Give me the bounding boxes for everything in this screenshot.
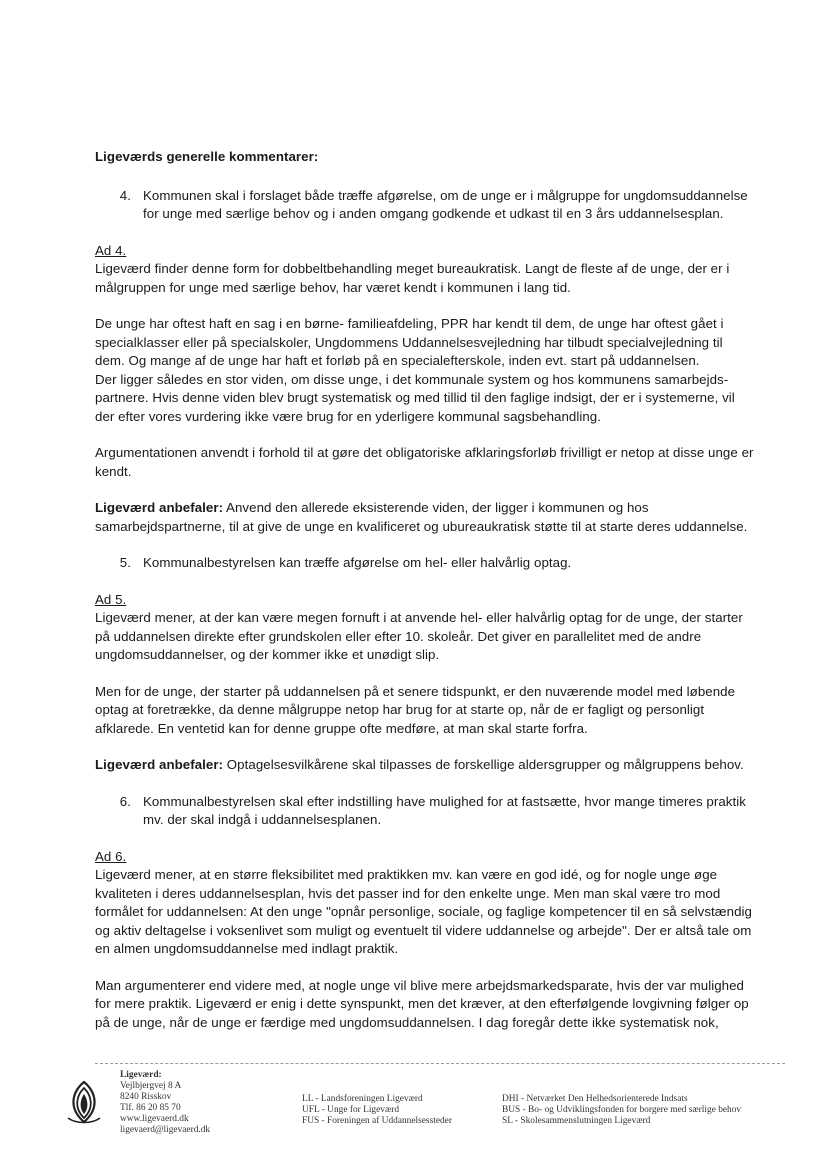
- numbered-item-6: [95, 793, 755, 830]
- footer-member: LL - Landsforeningen Ligeværd: [302, 1094, 423, 1104]
- numbered-item-4: [95, 187, 755, 224]
- letterhead-footer: [62, 1070, 792, 1150]
- ad4-paragraph-1: Ligeværd finder denne form for dobbeltbehandling meget bureaukratisk. Langt de fleste af de unge, der er i målgruppen for unge med særlige behov, har været kendt i kommunen i lang tid.: [95, 261, 730, 295]
- item-number: 4.: [119, 187, 131, 203]
- ad5-paragraph-2: Men for de unge, der starter på uddannelsen på et senere tidspunkt, er den nuværende model med løbende optag at foretrække, da denne målgruppe netop har brug for at starte op, når de er fagligt og personligt afklarede. En ventetid kan for denne gruppe ofte medføre, at man skal starte forfra.: [95, 683, 736, 736]
- footer-member: DHI - Netværket Den Helhedsorienterede Indsats: [502, 1094, 688, 1104]
- footer-member: SL - Skolesammenslutningen Ligeværd: [502, 1116, 651, 1126]
- ad6-paragraph-1: Ligeværd mener, at en større fleksibilitet med praktikken mv. kan være en god idé, og for nogle unge øge kvaliteten i deres uddannelsesplan, hvis det passer ind for den enkelte unge. Men man skal være tro mod formålet for uddannelsen: At den unge "opnår personlige, sociale, og faglige kompetencer til en så selvstændig og aktiv deltagelse i voksenlivet som muligt og eventuelt til videre uddannelse og arbejde". Der er altså tale om en almen ungdomsuddannelse med indlagt praktik.: [95, 867, 753, 956]
- ad4-heading: Ad 4.: [95, 242, 127, 258]
- footer-address-line-1: Vejlbjergvej 8 A: [120, 1081, 182, 1091]
- recommendation-text: Optagelsesvilkårene skal tilpasses de forskellige aldersgrupper og målgruppens behov.: [223, 757, 744, 772]
- footer-member: UFL - Unge for Ligeværd: [302, 1105, 400, 1115]
- ligevaerd-leaf-logo-icon: [62, 1078, 106, 1126]
- recommendation-label: Ligeværd anbefaler:: [95, 500, 224, 515]
- footer-address-line-2: 8240 Risskov: [120, 1092, 172, 1102]
- recommendation-text: Anvend den allerede eksisterende viden, der ligger i kommunen og hos samarbejdspartnerne, til at give de unge en kvalificeret og ubureaukratisk støtte til at starte deres uddannelse.: [95, 500, 748, 534]
- ad4-paragraph-4: Argumentationen anvendt i forhold til at gøre det obligatoriske afklaringsforløb frivilligt er netop at disse unge er kendt.: [95, 445, 754, 479]
- footer-website: www.ligevaerd.dk: [120, 1114, 189, 1124]
- ad5-paragraph-1: Ligeværd mener, at der kan være megen fornuft i at anvende hel- eller halvårlig optag for de unge, der starter på uddannelsen direkte efter grundskolen eller efter 10. skoleår. Det giver en parallelitet med de andre ungdomsuddannelser, og der kommer ikke et unødigt slip.: [95, 610, 743, 662]
- item-text: Kommunalbestyrelsen kan træffe afgørelse om hel- eller halvårlig optag.: [143, 555, 572, 570]
- ad6-paragraph-2: Man argumenterer end videre med, at nogle unge vil blive mere arbejdsmarkedsparate, hvis der var mulighed for mere praktik. Ligeværd er enig i dette synspunkt, men det kræver, at den efterfølgende lovgivning følger op på de unge, når de unge er færdige med ungdomsuddannelsen. I dag foregår dette ikke systematisk nok,: [95, 977, 749, 1030]
- footer-divider: [95, 1063, 785, 1064]
- footer-member: BUS - Bo- og Udviklingsfonden for borgere med særlige behov: [502, 1105, 742, 1115]
- ad4-paragraph-3: Der ligger således en stor viden, om disse unge, i det kommunale system og hos kommunens samarbejds-partnere. Hvis denne viden blev brugt systematisk og med tillid til den faglige indsigt, der er i systemerne, vil der efter vores vurdering ikke være brug for en yderligere kommunal sagsbehandling.: [95, 371, 735, 424]
- footer-phone: Tlf. 86 20 85 70: [120, 1103, 181, 1113]
- footer-members-col-1: [302, 1094, 502, 1127]
- item-text: Kommunalbestyrelsen skal efter indstilling have mulighed for at fastsætte, hvor mange timeres praktik mv. der skal indgå i uddannelsesplanen.: [143, 793, 746, 827]
- ad5-recommendation: [95, 756, 755, 775]
- section-heading: Ligeværds generelle kommentarer:: [95, 149, 319, 164]
- ad5-heading: Ad 5.: [95, 591, 127, 607]
- footer-org-name: Ligeværd:: [120, 1070, 162, 1080]
- ad6-heading: Ad 6.: [95, 848, 127, 864]
- footer-member: FUS - Foreningen af Uddannelsessteder: [302, 1116, 452, 1126]
- footer-email: ligevaerd@ligevaerd.dk: [120, 1125, 211, 1135]
- document-body: [95, 148, 755, 1032]
- recommendation-label: Ligeværd anbefaler:: [95, 757, 224, 772]
- item-text: Kommunen skal i forslaget både træffe afgørelse, om de unge er i målgruppe for ungdomsuddannelse for unge med særlige behov og i anden omgang godkende et udkast til en 3 års uddannelsesplan.: [143, 187, 748, 221]
- footer-members-col-2: [502, 1094, 802, 1127]
- item-number: 5.: [119, 555, 131, 570]
- item-number: 6.: [119, 793, 131, 809]
- footer-contact: [120, 1070, 290, 1136]
- ad4-paragraph-2: De unge har oftest haft en sag i en børne- familieafdeling, PPR har kendt til dem, de unge har oftest gået i specialklasser eller på specialskoler, Ungdommens Uddannelsesvejledning har tilbudt specialvejledning til dem. Og mange af de unge har haft et forløb på en specialefterskole, inden evt. start på uddannelsen.: [95, 316, 724, 368]
- numbered-item-5: [95, 554, 755, 573]
- ad4-recommendation: [95, 499, 755, 536]
